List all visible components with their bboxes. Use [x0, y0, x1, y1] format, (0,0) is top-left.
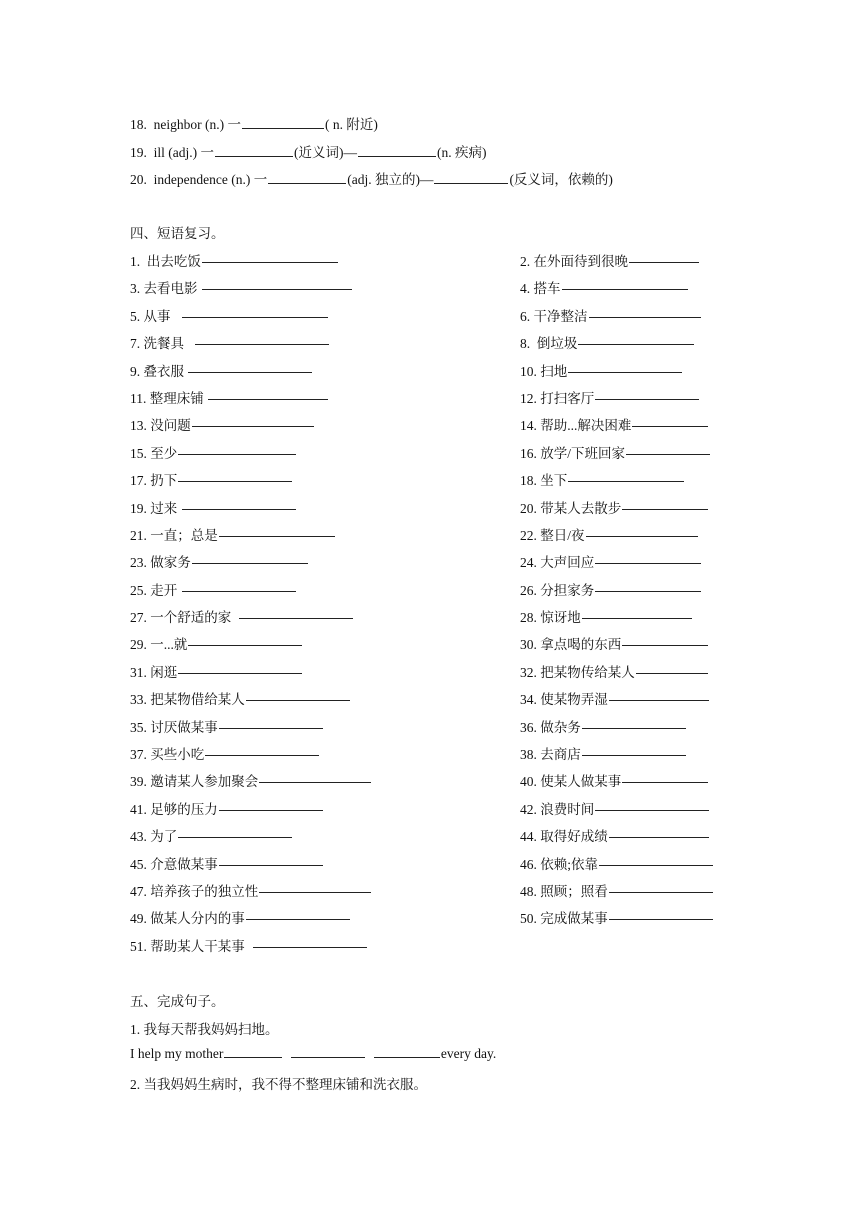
item-number: 29.: [130, 637, 147, 653]
phrase-row: [130, 743, 730, 770]
phrase-text: 至少: [150, 445, 178, 461]
phrase-row: [130, 853, 730, 880]
phrase-row: [130, 935, 730, 962]
item-number: 30.: [520, 637, 537, 653]
phrase-row: [130, 770, 730, 797]
answer-blank[interactable]: [178, 672, 302, 674]
item-number: 1.: [130, 254, 141, 269]
phrase-text: 整日/夜: [540, 527, 585, 543]
vocab-hint: (adj. 独立的)—: [347, 172, 434, 187]
item-number: 46.: [520, 856, 537, 872]
item-number: 37.: [130, 747, 147, 763]
phrase-text: 依赖;依靠: [540, 856, 599, 872]
item-number: 18.: [130, 117, 147, 132]
phrase-item: [520, 853, 714, 873]
phrase-item: [130, 935, 368, 955]
phrase-item: [520, 716, 687, 736]
phrase-row: [130, 579, 730, 606]
phrase-text: 出去吃饭: [143, 254, 201, 269]
phrase-text: 去看电影: [143, 281, 201, 297]
answer-blank[interactable]: [609, 891, 713, 893]
item-number: 6.: [520, 308, 531, 324]
phrase-item: [520, 332, 695, 352]
item-number: 26.: [520, 582, 537, 598]
phrase-row: [130, 469, 730, 496]
section-title-phrases: 四、短语复习。: [130, 226, 225, 241]
answer-blank[interactable]: [636, 672, 708, 674]
answer-blank[interactable]: [609, 836, 709, 838]
phrase-item: [520, 880, 714, 900]
phrase-text: 大声回应: [540, 555, 595, 571]
phrase-row: [130, 661, 730, 688]
sentence-1-english: [130, 1046, 496, 1062]
item-number: 9.: [130, 363, 141, 379]
phrase-item: [520, 606, 693, 626]
phrase-text: 把某物借给某人: [150, 692, 245, 708]
phrase-item: [130, 305, 329, 325]
answer-blank[interactable]: [178, 480, 292, 482]
answer-blank[interactable]: [595, 398, 699, 400]
phrase-text: 整理床铺: [149, 390, 208, 406]
phrase-item: [130, 880, 372, 900]
sentence-2-chinese: 2. 当我妈妈生病时，我不得不整理床铺和洗衣服。: [130, 1077, 427, 1092]
phrase-text: 完成做某事: [540, 911, 608, 927]
phrase-row: [130, 825, 730, 852]
phrase-row: [130, 332, 730, 359]
phrase-text: 一个舒适的家: [150, 610, 238, 626]
item-number: 17.: [130, 473, 147, 489]
answer-blank[interactable]: [202, 288, 352, 290]
phrase-row: [130, 880, 730, 907]
phrase-text: 扫地: [540, 363, 568, 379]
item-number: 19.: [130, 500, 147, 516]
phrase-item: [520, 633, 709, 653]
phrase-text: 走开: [150, 582, 181, 598]
phrase-item: [130, 387, 329, 407]
phrase-item: [130, 688, 351, 708]
item-number: 3.: [130, 281, 141, 297]
answer-blank[interactable]: [358, 155, 436, 157]
answer-blank[interactable]: [178, 453, 296, 455]
answer-blank[interactable]: [195, 343, 329, 345]
answer-blank[interactable]: [578, 343, 694, 345]
phrase-text: 为了: [150, 829, 178, 845]
item-number: 20.: [520, 500, 537, 516]
answer-blank[interactable]: [182, 508, 296, 510]
phrase-text: 从事: [143, 308, 181, 324]
phrase-text: 做杂务: [540, 719, 581, 735]
phrase-item: [520, 798, 710, 818]
phrase-text: 照顾；照看: [540, 883, 608, 899]
answer-blank[interactable]: [192, 425, 314, 427]
answer-blank[interactable]: [246, 918, 350, 920]
phrase-item: [130, 606, 354, 626]
item-number: 13.: [130, 418, 147, 434]
item-number: 47.: [130, 883, 147, 899]
phrase-text: 没问题: [150, 418, 191, 434]
answer-blank[interactable]: [239, 617, 353, 619]
item-number: 24.: [520, 555, 537, 571]
phrase-text: 放学/下班回家: [540, 445, 626, 461]
phrase-text: 浪费时间: [540, 801, 595, 817]
item-number: 50.: [520, 911, 537, 927]
item-number: 42.: [520, 801, 537, 817]
item-number: 18.: [520, 473, 537, 489]
answer-blank[interactable]: [182, 316, 328, 318]
phrase-row: [130, 442, 730, 469]
phrase-text: 搭车: [533, 281, 561, 297]
answer-blank[interactable]: [632, 425, 708, 427]
item-number: 7.: [130, 336, 141, 352]
phrase-text: 带某人去散步: [540, 500, 622, 516]
phrase-text: 买些小吃: [150, 747, 205, 763]
vocab-item-20: [130, 168, 613, 188]
item-number: 32.: [520, 664, 537, 680]
item-number: 15.: [130, 445, 147, 461]
phrase-text: 使某人做某事: [540, 774, 622, 790]
answer-blank[interactable]: [599, 864, 713, 866]
answer-blank[interactable]: [568, 371, 682, 373]
item-number: 36.: [520, 719, 537, 735]
phrase-row: [130, 524, 730, 551]
phrase-row: [130, 387, 730, 414]
answer-blank[interactable]: [626, 453, 710, 455]
phrase-row: [130, 414, 730, 441]
phrase-text: 一直；总是: [150, 527, 218, 543]
phrase-text: 足够的压力: [150, 801, 218, 817]
phrase-row: [130, 551, 730, 578]
answer-blank[interactable]: [568, 480, 684, 482]
item-number: 21.: [130, 527, 147, 543]
phrase-item: [130, 277, 353, 297]
phrase-item: [520, 250, 700, 270]
answer-blank[interactable]: [205, 754, 319, 756]
answer-blank[interactable]: [582, 754, 686, 756]
phrase-text: 惊讶地: [540, 610, 581, 626]
item-number: 31.: [130, 664, 147, 680]
phrase-row: [130, 633, 730, 660]
phrase-item: [130, 716, 324, 736]
answer-blank[interactable]: [609, 699, 709, 701]
phrase-item: [520, 469, 685, 489]
phrase-item: [130, 551, 309, 571]
item-number: 16.: [520, 445, 537, 461]
phrase-text: 一...就: [150, 637, 188, 653]
item-number: 40.: [520, 774, 537, 790]
phrase-text: 坐下: [540, 473, 568, 489]
item-number: 20.: [130, 172, 147, 187]
answer-blank[interactable]: [586, 535, 698, 537]
phrase-item: [130, 524, 336, 544]
sentence-text: I help my mother: [130, 1046, 224, 1061]
phrase-row: [130, 497, 730, 524]
phrase-item: [130, 250, 339, 270]
phrase-item: [130, 633, 303, 653]
phrase-item: [520, 497, 709, 517]
phrase-text: 打扫客厅: [540, 390, 595, 406]
vocab-hint: (n. 疾病): [437, 145, 487, 160]
answer-blank[interactable]: [219, 809, 323, 811]
answer-blank[interactable]: [562, 288, 688, 290]
phrase-item: [520, 661, 709, 681]
vocab-prompt: neighbor (n.) 一: [153, 117, 241, 132]
answer-blank[interactable]: [582, 617, 692, 619]
phrase-item: [130, 579, 297, 599]
section-title-sentences: 五、完成句子。: [130, 994, 225, 1009]
answer-blank[interactable]: [622, 781, 708, 783]
answer-blank[interactable]: [259, 891, 371, 893]
answer-blank[interactable]: [622, 508, 708, 510]
answer-blank[interactable]: [374, 1056, 440, 1058]
answer-blank[interactable]: [178, 836, 292, 838]
phrase-grid: [130, 250, 730, 962]
phrase-text: 取得好成绩: [540, 829, 608, 845]
answer-blank[interactable]: [224, 1056, 282, 1058]
phrase-text: 帮助...解决困难: [540, 418, 632, 434]
phrase-item: [520, 688, 710, 708]
answer-blank[interactable]: [589, 316, 701, 318]
phrase-item: [520, 579, 702, 599]
answer-blank[interactable]: [182, 590, 296, 592]
phrase-row: [130, 606, 730, 633]
phrase-item: [520, 414, 709, 434]
sentence-text: every day.: [440, 1046, 497, 1061]
answer-blank[interactable]: [188, 371, 312, 373]
phrase-item: [520, 825, 710, 845]
phrase-text: 培养孩子的独立性: [150, 883, 259, 899]
phrase-text: 过来: [150, 500, 181, 516]
item-number: 12.: [520, 390, 537, 406]
answer-blank[interactable]: [609, 918, 713, 920]
item-number: 51.: [130, 938, 147, 954]
answer-blank[interactable]: [208, 398, 328, 400]
item-number: 33.: [130, 692, 147, 708]
answer-blank[interactable]: [219, 864, 323, 866]
answer-blank[interactable]: [629, 261, 699, 263]
phrase-item: [520, 524, 699, 544]
answer-blank[interactable]: [202, 261, 338, 263]
phrase-item: [130, 414, 315, 434]
phrase-text: 把某物传给某人: [540, 664, 635, 680]
item-number: 25.: [130, 582, 147, 598]
phrase-text: 洗餐具: [143, 336, 195, 352]
phrase-item: [130, 497, 297, 517]
answer-blank[interactable]: [219, 535, 335, 537]
item-number: 48.: [520, 883, 537, 899]
vocab-item-18: [130, 113, 378, 133]
answer-blank[interactable]: [192, 562, 308, 564]
item-number: 49.: [130, 911, 147, 927]
phrase-text: 扔下: [150, 473, 178, 489]
phrase-item: [520, 551, 702, 571]
item-number: 45.: [130, 856, 147, 872]
answer-blank[interactable]: [215, 155, 293, 157]
phrase-row: [130, 277, 730, 304]
item-number: 28.: [520, 610, 537, 626]
phrase-text: 使某物弄湿: [540, 692, 608, 708]
item-number: 23.: [130, 555, 147, 571]
vocab-hint: (近义词)—: [294, 145, 357, 160]
phrase-row: [130, 716, 730, 743]
vocab-prompt: ill (adj.) 一: [153, 145, 214, 160]
item-number: 14.: [520, 418, 537, 434]
item-number: 11.: [130, 390, 147, 406]
sentence-1-chinese: 1. 我每天帮我妈妈扫地。: [130, 1022, 279, 1037]
phrase-item: [130, 853, 324, 873]
answer-blank[interactable]: [291, 1056, 365, 1058]
phrase-item: [520, 387, 700, 407]
item-number: 41.: [130, 801, 147, 817]
phrase-text: 分担家务: [540, 582, 595, 598]
phrase-item: [130, 360, 313, 380]
item-number: 8.: [520, 336, 531, 352]
phrase-text: 叠衣服: [143, 363, 188, 379]
item-number: 22.: [520, 527, 537, 543]
phrase-item: [520, 770, 709, 790]
phrase-row: [130, 250, 730, 277]
phrase-row: [130, 688, 730, 715]
answer-blank[interactable]: [253, 946, 367, 948]
answer-blank[interactable]: [219, 727, 323, 729]
vocab-prompt: independence (n.) 一: [153, 172, 268, 187]
phrase-item: [130, 743, 320, 763]
phrase-text: 讨厌做某事: [150, 719, 218, 735]
phrase-item: [130, 798, 324, 818]
item-number: 5.: [130, 308, 141, 324]
vocab-item-19: [130, 141, 487, 161]
phrase-text: 拿点喝的东西: [540, 637, 622, 653]
answer-blank[interactable]: [595, 562, 701, 564]
vocab-hint: (反义词，依赖的): [509, 172, 613, 187]
phrase-item: [520, 305, 702, 325]
phrase-text: 去商店: [540, 747, 581, 763]
item-number: 43.: [130, 829, 147, 845]
item-number: 10.: [520, 363, 537, 379]
item-number: 39.: [130, 774, 147, 790]
answer-blank[interactable]: [434, 182, 508, 184]
phrase-item: [130, 825, 293, 845]
phrase-text: 干净整洁: [533, 308, 588, 324]
item-number: 35.: [130, 719, 147, 735]
phrase-row: [130, 360, 730, 387]
phrase-text: 邀请某人参加聚会: [150, 774, 259, 790]
phrase-item: [130, 661, 303, 681]
phrase-item: [520, 277, 689, 297]
phrase-text: 帮助某人干某事: [150, 938, 252, 954]
vocab-hint: ( n. 附近): [324, 117, 378, 132]
phrase-text: 介意做某事: [150, 856, 218, 872]
phrase-row: [130, 798, 730, 825]
answer-blank[interactable]: [242, 127, 324, 129]
item-number: 4.: [520, 281, 531, 297]
phrase-row: [130, 907, 730, 934]
phrase-item: [130, 442, 297, 462]
answer-blank[interactable]: [622, 644, 708, 646]
answer-blank[interactable]: [259, 781, 371, 783]
answer-blank[interactable]: [268, 182, 346, 184]
answer-blank[interactable]: [595, 590, 701, 592]
item-number: 2.: [520, 254, 531, 269]
item-number: 27.: [130, 610, 147, 626]
answer-blank[interactable]: [582, 727, 686, 729]
phrase-row: [130, 305, 730, 332]
item-number: 34.: [520, 692, 537, 708]
phrase-item: [520, 907, 714, 927]
phrase-item: [520, 360, 683, 380]
item-number: 38.: [520, 747, 537, 763]
phrase-text: 做家务: [150, 555, 191, 571]
phrase-item: [130, 907, 351, 927]
phrase-item: [520, 743, 687, 763]
phrase-text: 做某人分内的事: [150, 911, 245, 927]
phrase-item: [130, 770, 372, 790]
answer-blank[interactable]: [246, 699, 350, 701]
item-number: 44.: [520, 829, 537, 845]
phrase-text: 倒垃圾: [533, 336, 578, 352]
phrase-item: [130, 469, 293, 489]
phrase-text: 闲逛: [150, 664, 178, 680]
answer-blank[interactable]: [595, 809, 709, 811]
phrase-item: [520, 442, 711, 462]
phrase-item: [130, 332, 330, 352]
answer-blank[interactable]: [188, 644, 302, 646]
item-number: 19.: [130, 145, 147, 160]
phrase-text: 在外面待到很晚: [533, 254, 628, 269]
